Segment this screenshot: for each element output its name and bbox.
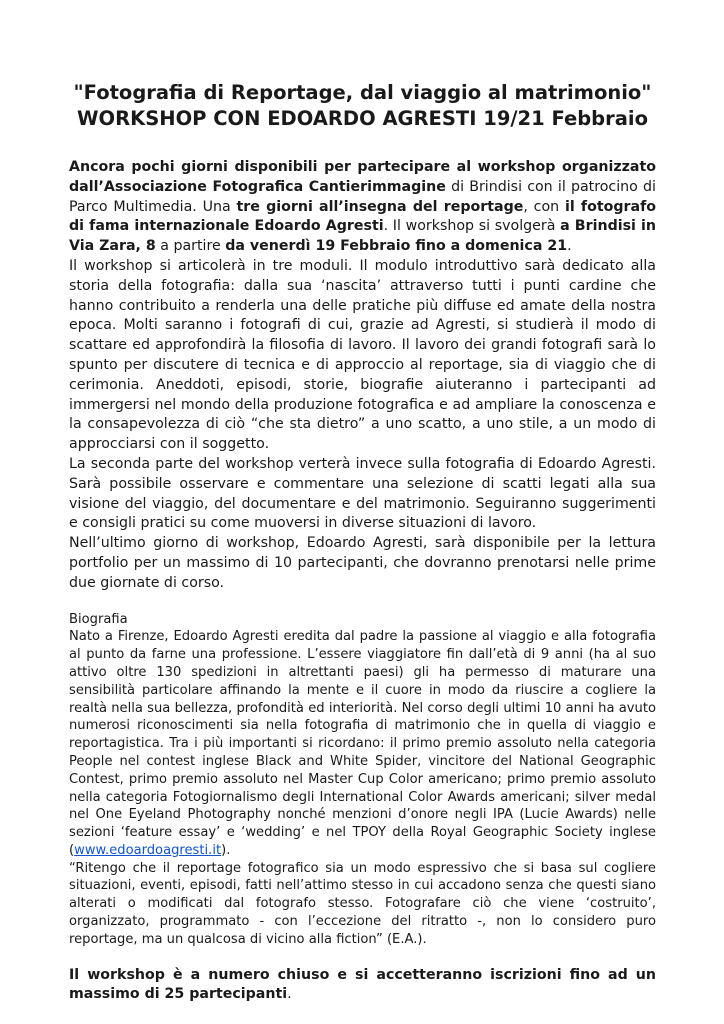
intro-bold-2: tre giorni all’insegna del reportage bbox=[236, 198, 524, 215]
intro-text-5: . bbox=[567, 238, 572, 255]
paragraph-second-part: La seconda parte del workshop verterà invece sulla fotografia di Edoardo Agresti. Sarà possibile osservare e commentare una selezione di scatti legati alla sua visione del viaggio, del documentare e del matrimonio. Seguiranno suggerimenti e consigli pratici su come muoversi in diverse situazioni di lavoro. bbox=[69, 455, 656, 532]
closing-note bbox=[69, 966, 656, 1006]
intro-bold-3: il fotografo di fama internazionale Edoardo Agresti bbox=[69, 198, 657, 235]
intro-bold-4: a Brindisi in Via Zara, 8 bbox=[69, 218, 656, 255]
document-page bbox=[69, 80, 656, 1005]
biography-body: Nato a Firenze, Edoardo Agresti eredita dal padre la passione al viaggio e alla fotografia al punto da farne una professione. L’essere viaggiatore fin dall’età di 9 anni (ha al suo attivo oltre 130 spedizioni in altrettanti paesi) gli ha permesso di maturare una sensibilità particolare affinando la mente e il cuore in modo da riuscire a cogliere la realtà nella sua bellezza, profondità ed interiorità. Nel corso degli ultimi 10 anni ha avuto numerosi riconoscimenti sia nella fotografia di matrimonio che in quella di viaggio e reportagistica. Tra i più importanti si ricordano: il primo premio assoluto nella categoria People nel contest inglese Black and White Spider, vincitore del National Geographic Contest, primo premio assoluto nel Master Cup Color americano; primo premio assoluto nella categoria Fotogiornalismo degli International Color Awards americani; silver medal nel One Eyeland Photography nonché menzioni d’onore negli IPA (Lucie Awards) nelle sezioni ‘feature essay’ e ‘wedding’ e nel TPOY della Royal Geographic Society inglese ( bbox=[69, 629, 656, 858]
intro-text-1: di Brindisi con il patrocino di Parco Multimedia. Una bbox=[69, 178, 656, 215]
biography-quote: “Ritengo che il reportage fotografico sia un modo espressivo che si basa sul cogliere situazioni, eventi, episodi, fatti nell’attimo stesso in cui accadono senza che questi siano alterati o modificati dal fotografo stesso. Fotografare ciò che viene ‘costruito’, organizzato, programmato - con l’eccezione del ritratto -, non lo considero puro reportage, ma un qualcosa di vicino alla fiction” (E.A.). bbox=[69, 860, 656, 947]
biography-text bbox=[69, 628, 656, 859]
title-line-2: WORKSHOP CON EDOARDO AGRESTI 19/21 Febbraio bbox=[77, 107, 648, 130]
article-body bbox=[69, 158, 656, 594]
intro-text-2: , con bbox=[523, 198, 565, 215]
biography-section bbox=[69, 611, 656, 949]
intro-paragraph bbox=[69, 158, 656, 257]
intro-text-3: . Il workshop si svolgerà bbox=[383, 218, 561, 235]
intro-text-4: a partire bbox=[155, 238, 226, 255]
closing-note-end: . bbox=[287, 986, 292, 1003]
biography-after-link: ). bbox=[221, 842, 231, 858]
paragraph-last-day: Nell’ultimo giorno di workshop, Edoardo Agresti, sarà disponibile per la lettura portfolio per un massimo di 10 partecipanti, che dovranno prenotarsi nelle prime due giornate di corso. bbox=[69, 535, 656, 591]
intro-bold-1: Ancora pochi giorni disponibili per partecipare al workshop organizzato dall’Associazione Fotografica Cantierimmagine bbox=[69, 159, 656, 195]
closing-note-bold: Il workshop è a numero chiuso e si accetteranno iscrizioni fino ad un massimo di 25 partecipanti bbox=[69, 966, 656, 1003]
intro-bold-5: da venerdì 19 Febbraio fino a domenica 21 bbox=[225, 238, 568, 255]
page-title bbox=[57, 80, 668, 132]
biography-heading: Biografia bbox=[69, 611, 128, 627]
website-link[interactable]: www.edoardoagresti.it bbox=[74, 842, 222, 858]
title-line-1: "Fotografia di Reportage, dal viaggio al matrimonio" bbox=[73, 81, 652, 104]
paragraph-modules: Il workshop si articolerà in tre moduli. Il modulo introduttivo sarà dedicato alla storia della fotografia: dalla sua ‘nascita’ attraverso tutti i punti cardine che hanno contribuito a renderla una delle pratiche più diffuse ed amate della nostra epoca. Molti saranno i fotografi di cui, grazie ad Agresti, si studierà il modo di scattare ed approfondirà la filosofia di lavoro. Il lavoro dei grandi fotografi sarà lo spunto per discutere di tecnica e di approccio al reportage, sia di viaggio che di cerimonia. Aneddoti, episodi, storie, biografie aiuteranno i partecipanti ad immergersi nel mondo della produzione fotografica e ad ampliare la conoscenza e la consapevolezza di ciò “che sta dietro” a uno scatto, a uno stile, a un modo di approcciarsi con il soggetto. bbox=[69, 257, 656, 453]
